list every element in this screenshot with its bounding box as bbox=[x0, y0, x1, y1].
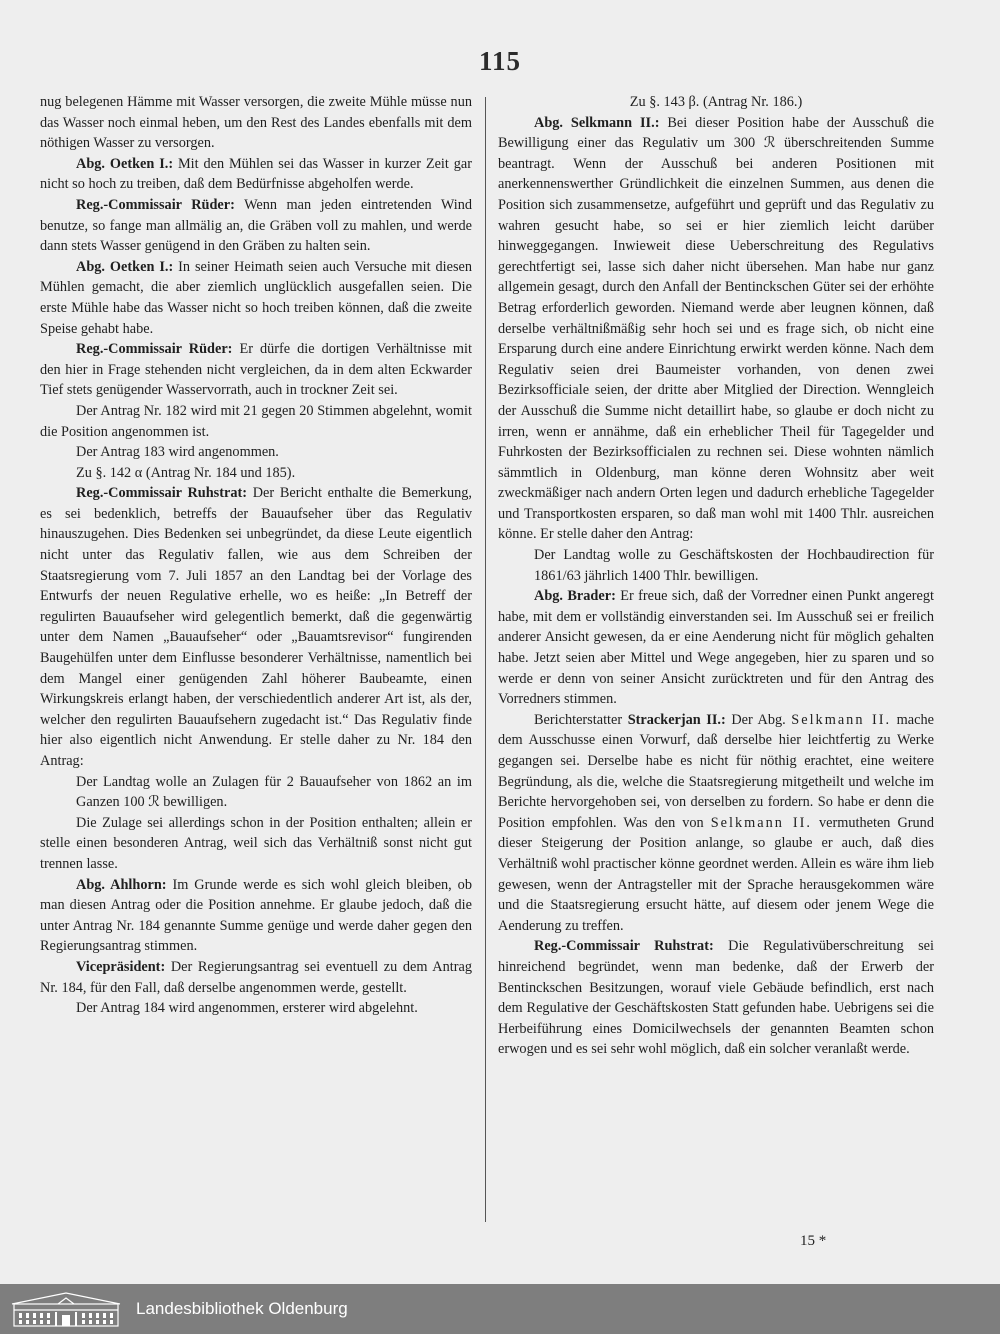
signature-mark: 15 * bbox=[800, 1233, 827, 1249]
speaker-name: Abg. Oetken I.: bbox=[76, 155, 174, 172]
speech-text: Der Abg. bbox=[725, 711, 792, 728]
motion-text: Der Landtag wolle an Zulagen für 2 Bauaufseher von 1862 an im Ganzen 100 ℛ bewilligen. bbox=[76, 773, 472, 811]
speaker-name: Strackerjan II.: bbox=[627, 711, 726, 728]
speaker-name: Reg.-Commissair Ruhstrat: bbox=[76, 485, 248, 502]
speaker-name: Vicepräsident: bbox=[76, 958, 166, 975]
speaker-name: Abg. Brader: bbox=[534, 588, 616, 605]
library-name: Landesbibliothek Oldenburg bbox=[136, 1299, 348, 1318]
paragraph bbox=[498, 113, 934, 545]
speech-text: Bei dieser Position habe der Ausschuß die Bewilligung einer das Regulativ um 300 ℛ überschreitenden Summe beantragt. Wenn der Ausschuß bei anderen Positionen mit anerkennenswerther Gründlichkeit die einzelnen Summen, aus denen die Position sich zusammensetze, aufgeführt und geprüft und das Regulativ zu wahren gesucht habe, so sei er hier ziemlich leicht darüber hinweggegangen. Inwieweit diese Ueberschreitung des Regulativs gerechtfertigt sei, lasse sich daher nicht übersehen. Man habe nur ganz allgemein gesagt, durch den Anfall der Bentinckschen Güter sei der erhöhte Betrag erforderlich geworden. Niemand werde aber leugnen können, daß derselbe verhältnißmäßig sehr hoch sei und es frage sich, ob nicht eine Ersparung durch eine andere Einrichtung erwirkt werden könne. Nach dem Regulativ seien drei Baumeister vorhanden, von denen zwei Bezirksofficiale seien, der dritte aber Mitglied der Direction. Wenngleich der Ausschuß die Summe nicht detaillirt habe, so glaube er doch nicht zu irren, wenn er annähme, daß ein erheblicher Theil für Tagegelder und Fuhrkosten der Bezirksofficialen zu rechnen sei. Diese wohnten nämlich sämmtlich in Oldenburg, man könne deren Wohnsitz aber weit zweckmäßiger nach andern Orten legen und dadurch erhebliche Tagegelder und Transportkosten ersparen, so daß man wohl mit 1400 Thlr. ausreichen könne. Er stelle daher den Antrag: bbox=[498, 114, 935, 543]
speech-text: Wenn man jeden eintretenden Wind benutze, so fange man allmälig an, die Gräben voll zu mahlen, und werde dann stets Wasser genügend in den Gräben zu halten sein. bbox=[40, 196, 473, 255]
paragraph bbox=[40, 483, 472, 771]
speaker-name: Reg.-Commissair Ruhstrat: bbox=[534, 938, 714, 955]
person-name: Selkmann II. bbox=[791, 711, 892, 728]
column-divider bbox=[485, 97, 486, 1222]
paragraph bbox=[498, 936, 934, 1060]
speech-text: Er freue sich, daß der Vorredner einen Punkt angeregt habe, mit dem er vollständig einverstanden sei. Im Ausschuß sei er freilich anderer Ansicht gewesen, da er eine Aenderung nicht für möglich gehalten habe. Jetzt seien aber Mittel und Wege angegeben, hier zu sparen und so werde er denn von seiner Ansicht zurücktreten und für den Antrag des Vorredners stimmen. bbox=[498, 588, 934, 708]
speech-text: In seiner Heimath seien auch Versuche mit diesen Mühlen gemacht, die aber ziemlich unglücklich ausgefallen seien. Die erste Mühle habe das Wasser nicht so hoch treiben können, daß die zweite Speise gehabt habe. bbox=[40, 258, 472, 337]
section-heading: Zu §. 142 α (Antrag Nr. 184 und 185). bbox=[76, 464, 296, 481]
speech-text: mache dem Ausschusse einen Vorwurf, daß derselbe hier leichtfertig zu Werke gegangen sei. Derselbe habe es nicht für nöthig erachtet, eine weitere Begründung, als die, welche die Staatsregierung mitgetheilt und welche im Berichte hervorgehoben sei, von derselben zu fordern. So habe er denn die Position empfohlen. Was den von bbox=[498, 711, 934, 831]
speech-text: Der Regierungsantrag sei eventuell zu dem Antrag Nr. 184, für den Fall, daß derselbe angenommen werde, gestellt. bbox=[40, 958, 472, 996]
paragraph: Der Antrag 183 wird angenommen. bbox=[76, 444, 279, 461]
speech-text: vermutheten Grund dieser Steigerung der Position anlange, so glaube er auch, daß dies Verhältniß wohl practischer könne geordnet werden. Allein es wäre ihm lieb gewesen, wenn der Antragsteller mit der Sprache herausgekommen wäre und die Staatsregierung ersucht hätte, auf diesem oder jenem Wege die Aenderung zu treffen. bbox=[498, 814, 934, 934]
speech-text: Im Grunde werde es sich wohl gleich bleiben, ob man diesen Antrag oder die Position annehme. Er glaube jedoch, daß die unter Antrag Nr. 184 genannte Summe genüge und werde daher gegen den Regierungsantrag stimmen. bbox=[40, 876, 472, 955]
paragraph bbox=[40, 339, 472, 401]
library-building-icon bbox=[10, 1290, 122, 1328]
paragraph bbox=[40, 195, 472, 257]
paragraph: Der Antrag Nr. 182 wird mit 21 gegen 20 Stimmen abgelehnt, womit die Position angenommen ist. bbox=[40, 402, 472, 440]
paragraph bbox=[498, 710, 934, 937]
page-number: 115 bbox=[478, 46, 521, 76]
speaker-name: Reg.-Commissair Rüder: bbox=[76, 196, 235, 213]
paragraph: nug belegenen Hämme mit Wasser versorgen, die zweite Mühle müsse nun das Wasser noch einmal heben, um den Rest des Landes ebenfalls mit dem nöthigen Wasser zu versorgen. bbox=[40, 94, 472, 152]
speech-text: Der Bericht enthalte die Bemerkung, es sei bedenklich, betreffs der Bauaufseher über das Regulativ hinauszugehen. Dies Bedenken sei unbegründet, da diese Leute eigentlich nicht unter das Regulativ fallen, wie aus dem Schreiben der Staatsregierung vom 7. Juli 1857 an den Landtag bei der Vorlage des Entwurfs der neuen Regulative erhelle, wo es heiße: „In Betreff der regulirten Bauaufseher wird gelegentlich bemerkt, daß die gegenwärtig unter dem Namen „Bauaufseher“ oder „Bauamtsrevisor“ fungirenden Baugehülfen unter dem Einflusse besonderer Verhältnisse, namentlich bei dem Mangel einer genügenden Zahl höherer Baubeamte, einen Wirkungskreis erlangt haben, der verschiedentlich anderer Art ist, als der, welcher den regulirten Bauaufsehern zugedacht ist.“ Das Regulativ finde hier also eigentlich nicht Anwendung. Er stelle daher zu Nr. 184 den Antrag: bbox=[40, 485, 472, 769]
paragraph bbox=[40, 957, 472, 998]
paragraph bbox=[40, 875, 472, 957]
left-column bbox=[40, 92, 472, 1019]
footer-bar bbox=[0, 1284, 1000, 1334]
paragraph: Die Zulage sei allerdings schon in der Position enthalten; allein er stelle einen besonderen Antrag, weil sich das Verhältniß sonst nicht gut trennen lasse. bbox=[40, 814, 472, 872]
speaker-name: Abg. Selkmann II.: bbox=[534, 114, 660, 131]
speech-text: Berichterstatter bbox=[534, 711, 628, 728]
paragraph bbox=[40, 257, 472, 339]
speech-text: Er dürfe die dortigen Verhältnisse mit den hier in Frage stehenden nicht vergleichen, da in dem alten Eckwarder Tief stets genügender Wasservorrath, auch in trockner Zeit sei. bbox=[40, 341, 472, 399]
speech-text: Die Regulativüberschreitung sei hinreichend begründet, wenn man bedenke, daß der Erwerb der Bentinckschen Besitzungen, worauf viele Gebäude befindlich, erst nach dem Regulative der Geschäftskosten Statt gefunden habe. Uebrigens sei die Herbeiführung eines Domicilwechsels der genannten Beamten schon erwogen und es sei sehr wohl möglich, daß ein solcher veranlaßt werde. bbox=[498, 938, 935, 1058]
motion-text: Der Landtag wolle zu Geschäftskosten der Hochbaudirection für 1861/63 jährlich 1400 Thlr. bewilligen. bbox=[534, 547, 934, 584]
right-column bbox=[498, 92, 934, 1060]
paragraph bbox=[498, 586, 934, 710]
section-heading: Zu §. 143 β. (Antrag Nr. 186.) bbox=[629, 94, 803, 110]
speaker-name: Reg.-Commissair Rüder: bbox=[76, 341, 233, 358]
person-name: Selkmann II. bbox=[710, 814, 812, 831]
paragraph: Der Antrag 184 wird angenommen, ersterer wird abgelehnt. bbox=[76, 1000, 418, 1017]
speaker-name: Abg. Ahlhorn: bbox=[76, 876, 167, 893]
paragraph bbox=[40, 154, 472, 195]
speaker-name: Abg. Oetken I.: bbox=[76, 258, 174, 275]
speech-text: Mit den Mühlen sei das Wasser in kurzer Zeit gar nicht so hoch zu treiben, daß dem Bedürfnisse abgeholfen werde. bbox=[40, 155, 472, 193]
